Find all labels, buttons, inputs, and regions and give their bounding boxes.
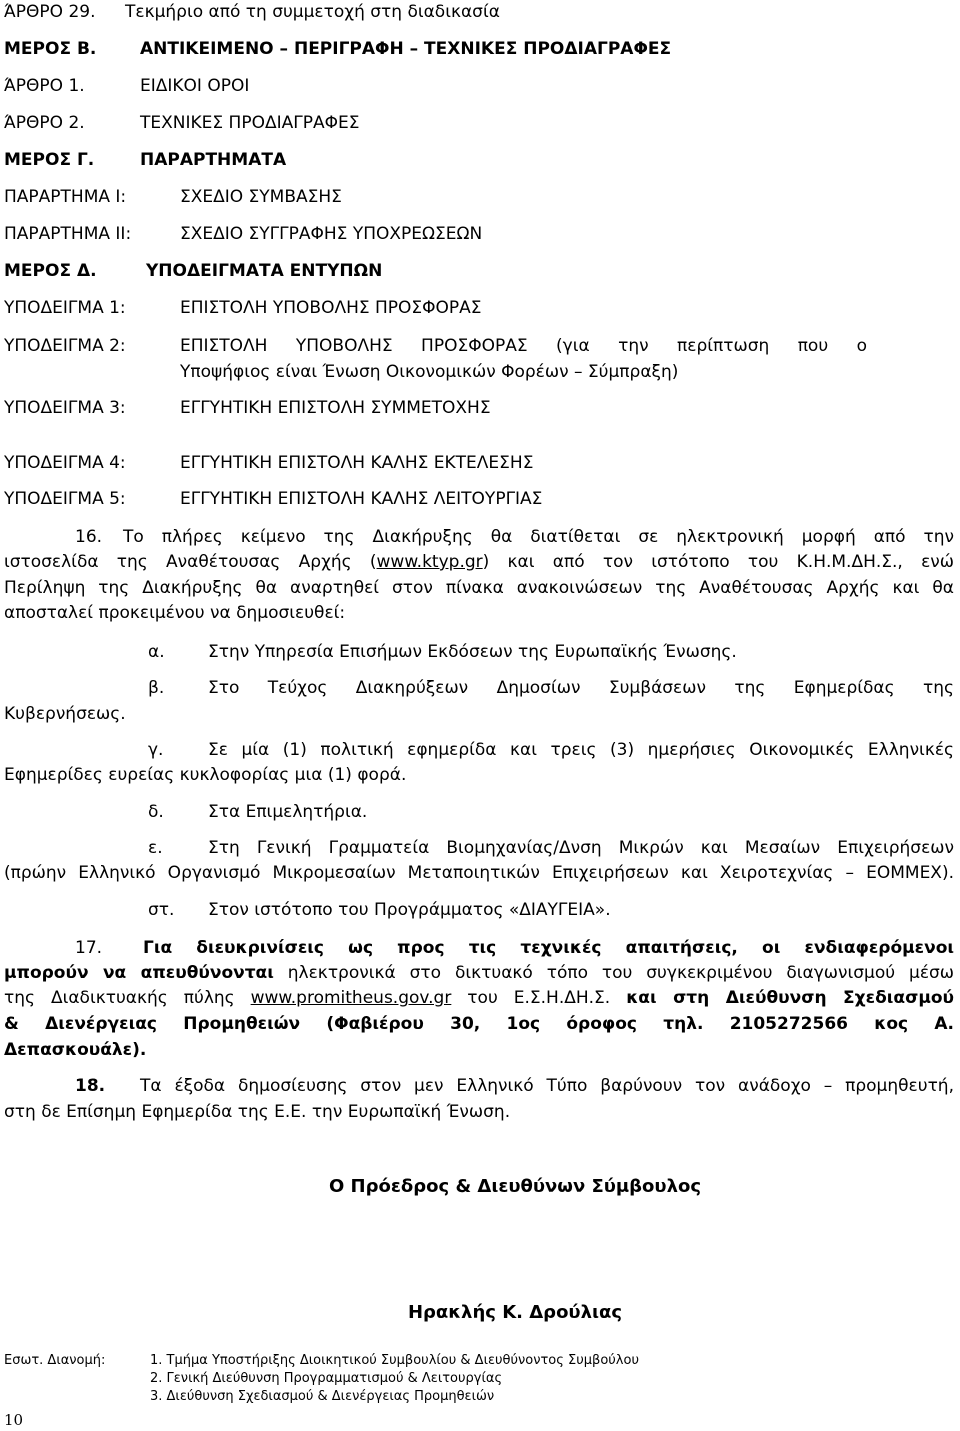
toc-label: ΆΡΘΡΟ 29. (4, 2, 96, 22)
list-item: Στον ιστότοπο του Προγράμματος «ΔΙΑΥΓΕΙΑ». (208, 900, 611, 920)
toc-text: ΕΙΔΙΚΟΙ ΟΡΟΙ (140, 76, 250, 96)
toc-label: ΥΠΟΔΕΙΓΜΑ 2: (4, 336, 126, 356)
toc-text: ΠΑΡΑΡΤΗΜΑΤΑ (140, 150, 287, 170)
list-marker: δ. (148, 802, 164, 822)
toc-label: ΥΠΟΔΕΙΓΜΑ 5: (4, 489, 126, 509)
list-item: Στην Υπηρεσία Επισήμων Εκδόσεων της Ευρωπαϊκής Ένωσης. (208, 642, 737, 662)
toc-label: ΜΕΡΟΣ Β. (4, 39, 97, 59)
toc-text: ΣΧΕΔΙΟ ΣΥΓΓΡΑΦΗΣ ΥΠΟΧΡΕΩΣΕΩΝ (180, 224, 483, 244)
toc-text: ΤΕΧΝΙΚΕΣ ΠΡΟΔΙΑΓΡΑΦΕΣ (140, 113, 360, 133)
paragraph-line: ιστοσελίδα της Αναθέτουσας Αρχής (www.ktyp.gr) και από τον ιστότοπο του Κ.Η.Μ.ΔΗ.Σ., ενώ (4, 552, 954, 572)
paragraph-line: & Διενέργειας Προμηθειών (Φαβιέρου 30, 1ος όροφος τηλ. 2105272566 κος Α. (4, 1014, 954, 1034)
page-number: 10 (4, 1411, 24, 1429)
toc-text: ΕΓΓΥΗΤΙΚΗ ΕΠΙΣΤΟΛΗ ΣΥΜΜΕΤΟΧΗΣ (180, 398, 491, 418)
toc-text: Τεκμήριο από τη συμμετοχή στη διαδικασία (125, 2, 500, 22)
promitheus-link[interactable]: www.promitheus.gov.gr (250, 988, 452, 1008)
toc-text: ΑΝΤΙΚΕΙΜΕΝΟ – ΠΕΡΙΓΡΑΦΗ – ΤΕΧΝΙΚΕΣ ΠΡΟΔΙΑΓΡΑΦΕΣ (140, 39, 672, 59)
paragraph-number: 18. (75, 1076, 106, 1096)
distribution-item: 1. Τμήμα Υποστήριξης Διοικητικού Συμβουλίου & Διευθύνοντος Συμβούλου (150, 1353, 639, 1368)
paragraph-number: 16. (75, 527, 103, 547)
paragraph-line: Το πλήρες κείμενο της Διακήρυξης θα διατίθεται σε ηλεκτρονική μορφή από την (123, 527, 954, 547)
toc-label: ΠΑΡΑΡΤΗΜΑ Ι: (4, 187, 127, 207)
list-item: Στο Τεύχος Διακηρύξεων Δημοσίων Συμβάσεων της Εφημερίδας της (208, 678, 954, 698)
toc-text: ΥΠΟΔΕΙΓΜΑΤΑ ΕΝΤΥΠΩΝ (146, 261, 383, 281)
toc-label: ΥΠΟΔΕΙΓΜΑ 4: (4, 453, 126, 473)
paragraph-line: Περίληψη της Διακήρυξης θα αναρτηθεί στον πίνακα ανακοινώσεων της Αναθέτουσας Αρχής και θα (4, 578, 954, 598)
paragraph-line: μπορούν να απευθύνονται ηλεκτρονικά στο δικτυακό τόπο του συγκεκριμένου διαγωνισμού μέσω (4, 963, 955, 983)
distribution-item: 2. Γενική Διεύθυνση Προγραμματισμού & Λειτουργίας (150, 1371, 503, 1386)
list-marker: γ. (148, 740, 164, 760)
toc-text: ΕΠΙΣΤΟΛΗ ΥΠΟΒΟΛΗΣ ΠΡΟΣΦΟΡΑΣ (για την περίπτωση που ο (180, 336, 867, 356)
toc-label: ΥΠΟΔΕΙΓΜΑ 1: (4, 298, 126, 318)
list-item: Στα Επιμελητήρια. (208, 802, 368, 822)
paragraph-line: Δεπασκουάλε). (4, 1040, 147, 1060)
list-item-continued: Κυβερνήσεως. (4, 704, 126, 724)
paragraph-line: Για διευκρινίσεις ως προς τις τεχνικές απαιτήσεις, οι ενδιαφερόμενοι (143, 938, 954, 958)
paragraph-line: της Διαδικτυακής πύλης www.promitheus.gov.gr του Ε.Σ.Η.ΔΗ.Σ. και στη Διεύθυνση Σχεδιασμού (4, 988, 954, 1008)
toc-text-continued: Υποψήφιος είναι Ένωση Οικονομικών Φορέων – Σύμπραξη) (180, 362, 679, 382)
toc-label: ΆΡΘΡΟ 1. (4, 76, 85, 96)
toc-label: ΠΑΡΑΡΤΗΜΑ ΙΙ: (4, 224, 132, 244)
signature-name: Ηρακλής Κ. Δρούλιας (407, 1302, 623, 1323)
list-marker: α. (148, 642, 165, 662)
list-item-continued: (πρώην Ελληνικό Οργανισμό Μικρομεσαίων Μεταποιητικών Επιχειρήσεων και Χειροτεχνίας – ΕΟΜΜΕΧ). (4, 863, 954, 883)
toc-label: ΜΕΡΟΣ Δ. (4, 261, 97, 281)
list-item-continued: Εφημερίδες ευρείας κυκλοφορίας μια (1) φορά. (4, 765, 407, 785)
distribution-item: 3. Διεύθυνση Σχεδιασμού & Διενέργειας Προμηθειών (150, 1389, 495, 1404)
toc-text: ΕΓΓΥΗΤΙΚΗ ΕΠΙΣΤΟΛΗ ΚΑΛΗΣ ΛΕΙΤΟΥΡΓΙΑΣ (180, 489, 543, 509)
toc-label: ΥΠΟΔΕΙΓΜΑ 3: (4, 398, 126, 418)
list-marker: στ. (148, 900, 175, 920)
toc-text: ΕΓΓΥΗΤΙΚΗ ΕΠΙΣΤΟΛΗ ΚΑΛΗΣ ΕΚΤΕΛΕΣΗΣ (180, 453, 534, 473)
list-item: Σε μία (1) πολιτική εφημερίδα και τρεις (3) ημερήσιες Οικονομικές Ελληνικές (208, 740, 954, 760)
paragraph-line: αποσταλεί προκειμένου να δημοσιευθεί: (4, 603, 346, 623)
distribution-label: Εσωτ. Διανομή: (4, 1353, 106, 1368)
paragraph-number: 17. (75, 938, 103, 958)
paragraph-line: Τα έξοδα δημοσίευσης στον μεν Ελληνικό Τύπο βαρύνουν τον ανάδοχο – προμηθευτή, (140, 1076, 954, 1096)
list-marker: β. (148, 678, 165, 698)
toc-text: ΕΠΙΣΤΟΛΗ ΥΠΟΒΟΛΗΣ ΠΡΟΣΦΟΡΑΣ (180, 298, 482, 318)
toc-label: ΆΡΘΡΟ 2. (4, 113, 85, 133)
list-item: Στη Γενική Γραμματεία Βιομηχανίας/Δνση Μικρών και Μεσαίων Επιχειρήσεων (208, 838, 954, 858)
toc-text: ΣΧΕΔΙΟ ΣΥΜΒΑΣΗΣ (180, 187, 342, 207)
ktyp-link[interactable]: www.ktyp.gr (376, 552, 483, 572)
signature-title: Ο Πρόεδρος & Διευθύνων Σύμβουλος (328, 1176, 702, 1197)
paragraph-line: στη δε Επίσημη Εφημερίδα της Ε.Ε. την Ευρωπαϊκή Ένωση. (4, 1102, 511, 1122)
list-marker: ε. (148, 838, 163, 858)
toc-label: ΜΕΡΟΣ Γ. (4, 150, 95, 170)
